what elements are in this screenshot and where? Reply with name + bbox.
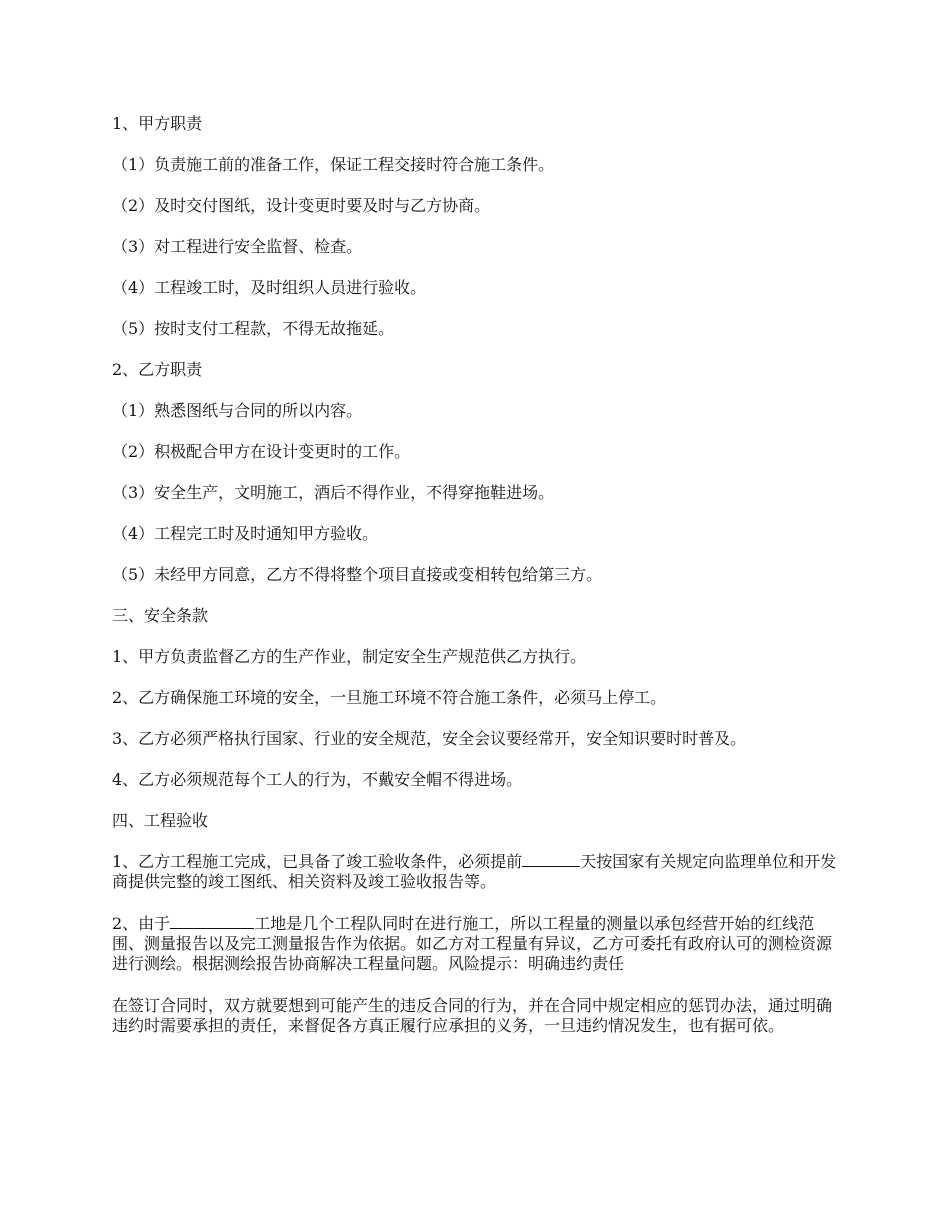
acceptance-clause-2-tail: 工地是几个工程队同时在进行施工，所以工程量的测量以承包经营开始的红线范围、测量报告以及完工测量报告作为依据。如乙方对工程量有异议，乙方可委托有政府认可的测检资源进行测绘。根据测绘报告协商解决工程量问题。风险提示：明确违约责任 — [112, 914, 833, 973]
acceptance-clause-1 — [112, 852, 842, 892]
party-a-duties-heading: 1、甲方职责 — [112, 114, 203, 133]
acceptance-clause-2-lead: 2、由于 — [112, 914, 171, 933]
acceptance-section-heading: 四、工程验收 — [112, 811, 209, 830]
party-a-duty-3: （3）对工程进行安全监督、检查。 — [112, 237, 363, 256]
party-a-duty-4: （4）工程竣工时，及时组织人员进行验收。 — [112, 278, 427, 297]
acceptance-clause-2 — [112, 914, 842, 974]
safety-clause-1: 1、甲方负责监督乙方的生产作业，制定安全生产规范供乙方执行。 — [112, 647, 587, 666]
party-b-duty-4: （4）工程完工时及时通知甲方验收。 — [112, 524, 379, 543]
party-b-duties-heading: 2、乙方职责 — [112, 360, 203, 379]
party-a-duty-2: （2）及时交付图纸，设计变更时要及时与乙方协商。 — [112, 196, 491, 215]
safety-clause-2: 2、乙方确保施工环境的安全，一旦施工环境不符合施工条件，必须马上停工。 — [112, 688, 667, 707]
party-b-duty-1: （1）熟悉图纸与合同的所以内容。 — [112, 401, 363, 420]
safety-clause-3: 3、乙方必须严格执行国家、行业的安全规范，安全会议要经常开，安全知识要时时普及。 — [112, 729, 747, 748]
party-b-duty-5: （5）未经甲方同意，乙方不得将整个项目直接或变相转包给第三方。 — [112, 565, 603, 584]
party-b-duty-3: （3）安全生产，文明施工，酒后不得作业，不得穿拖鞋进场。 — [112, 483, 555, 502]
safety-clause-4: 4、乙方必须规范每个工人的行为，不戴安全帽不得进场。 — [112, 770, 523, 789]
party-a-duty-5: （5）按时支付工程款，不得无故拖延。 — [112, 319, 395, 338]
safety-section-heading: 三、安全条款 — [112, 606, 209, 625]
days-blank — [522, 852, 580, 867]
acceptance-clause-1-lead: 1、乙方工程施工完成，已具备了竣工验收条件，必须提前 — [112, 852, 523, 871]
document-body — [112, 114, 842, 1058]
acceptance-clause-1-tail: 天按国家有关规定向监理单位和开发商提供完整的竣工图纸、相关资料及竣工验收报告等。 — [112, 852, 837, 891]
party-b-duty-2: （2）积极配合甲方在设计变更时的工作。 — [112, 442, 411, 461]
party-a-duty-1: （1）负责施工前的准备工作，保证工程交接时符合施工条件。 — [112, 155, 555, 174]
site-name-blank — [170, 914, 254, 929]
closing-paragraph: 在签订合同时，双方就要想到可能产生的违反合同的行为，并在合同中规定相应的惩罚办法，通过明确违约时需要承担的责任，来督促各方真正履行应承担的义务，一旦违约情况发生，也有据可依。 — [112, 996, 833, 1035]
